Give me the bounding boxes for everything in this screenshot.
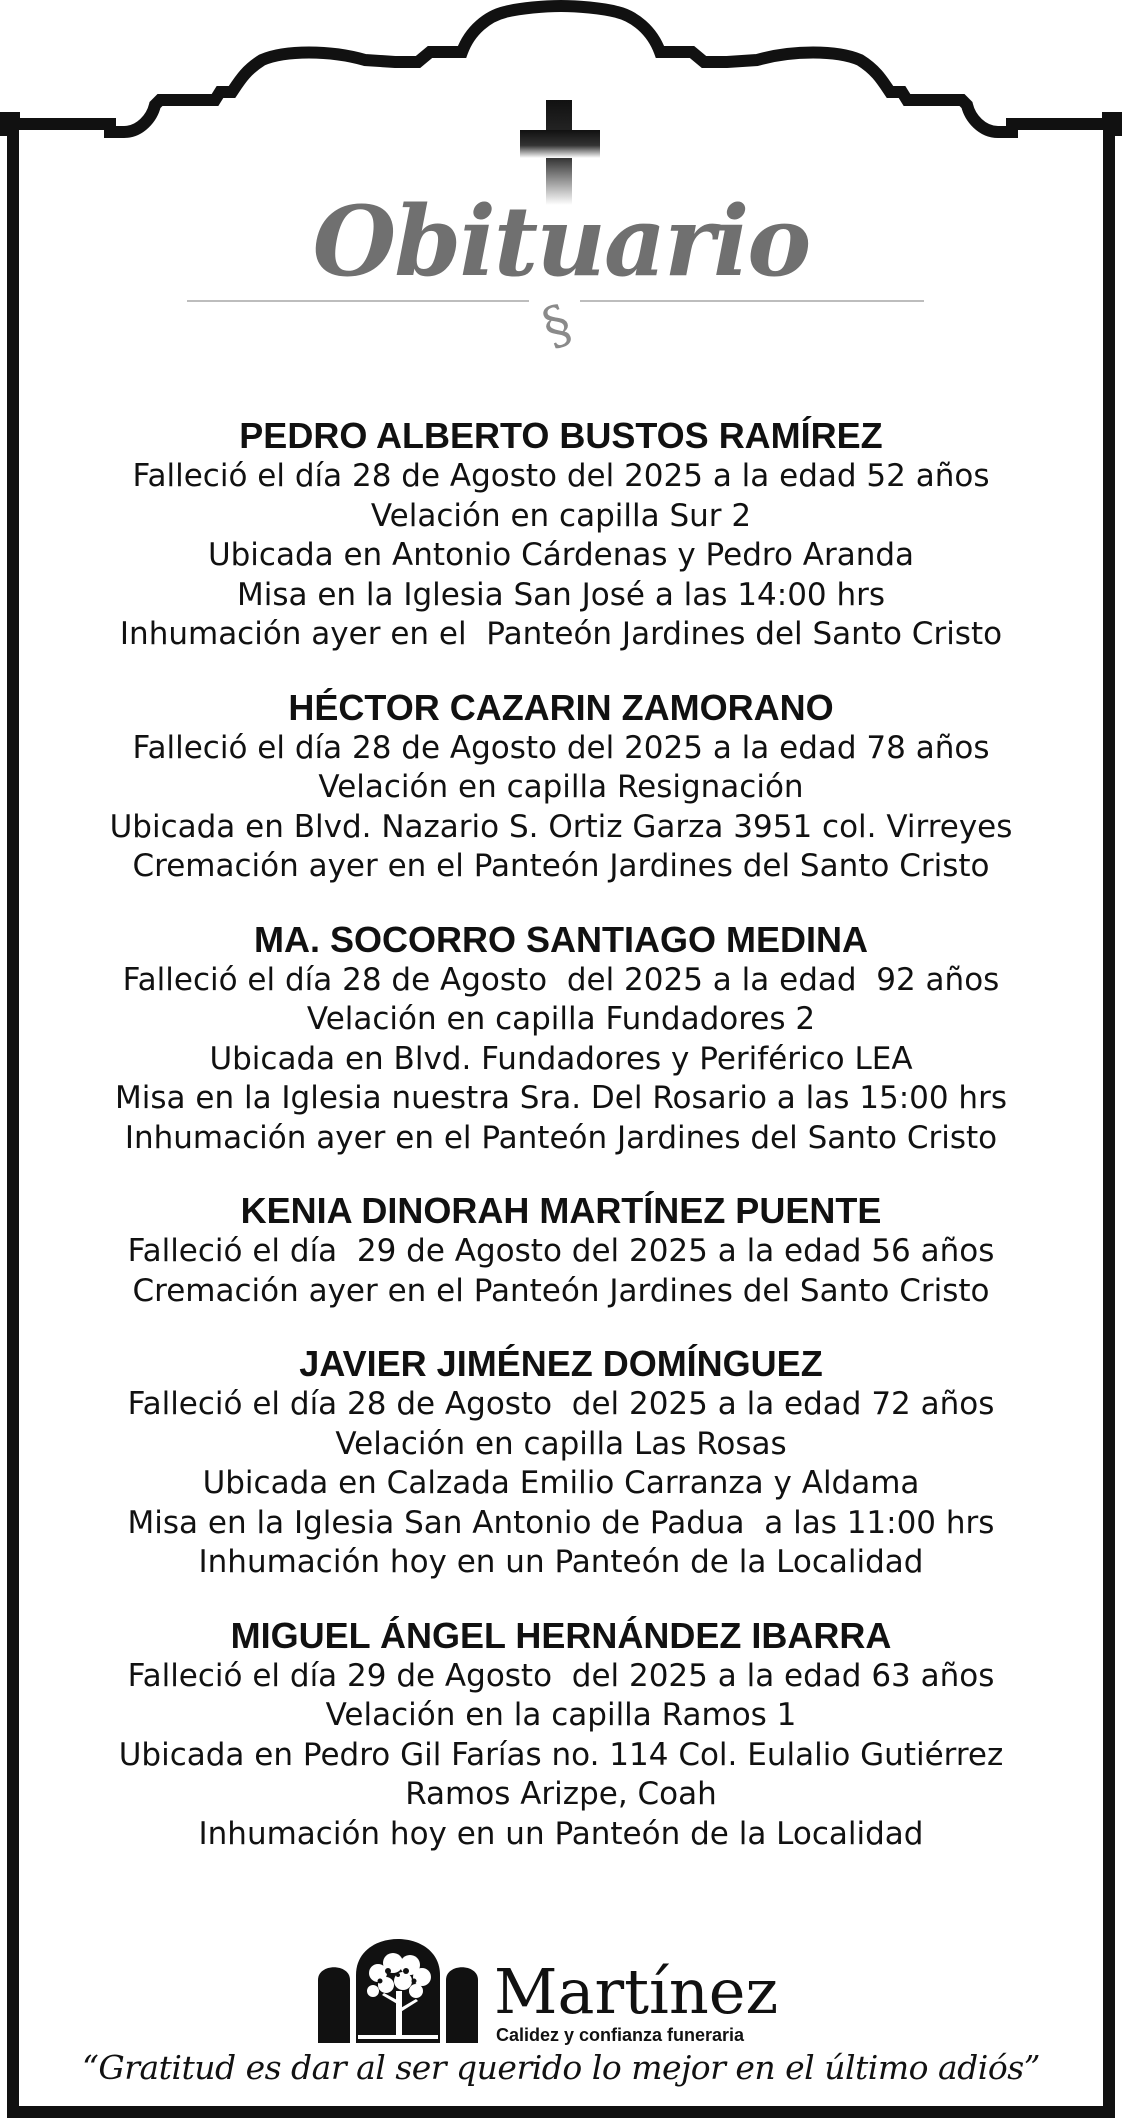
obituary-entry (40, 1190, 1082, 1311)
entry-line: Cremación ayer en el Panteón Jardines del Santo Cristo (132, 848, 990, 884)
obituary-entry (40, 415, 1082, 655)
entry-line: Ubicada en Blvd. Nazario S. Ortiz Garza 3951 col. Virreyes (109, 808, 1013, 845)
entry-line: Velación en capilla Las Rosas (335, 1425, 787, 1462)
footer-quote: “Gratitud es dar al ser querido lo mejor en el último adiós” (81, 2048, 1041, 2087)
entry-line: Ubicada en Pedro Gil Farías no. 114 Col. Eulalio Gutiérrez (118, 1736, 1004, 1773)
entry-line: Misa en la Iglesia San Antonio de Padua a las 11:00 hrs (127, 1504, 995, 1541)
entry-line: Velación en capilla Resignación (318, 769, 804, 805)
entry-line: Ubicada en Blvd. Fundadores y Periférico LEA (209, 1040, 913, 1077)
entry-line: Inhumación ayer en el Panteón Jardines del Santo Cristo (119, 616, 1003, 652)
obituary-entry (40, 687, 1082, 887)
entry-line: Misa en la Iglesia San José a las 14:00 hrs (236, 576, 886, 613)
deceased-name: HÉCTOR CAZARIN ZAMORANO (288, 686, 834, 728)
obituary-entry (40, 1615, 1082, 1855)
entry-line: Falleció el día 29 de Agosto del 2025 a la edad 63 años (127, 1657, 995, 1694)
deceased-name: MIGUEL ÁNGEL HERNÁNDEZ IBARRA (230, 1614, 892, 1656)
entry-line: Cremación ayer en el Panteón Jardines del Santo Cristo (132, 1272, 990, 1309)
deceased-name: KENIA DINORAH MARTÍNEZ PUENTE (240, 1190, 882, 1231)
entry-line: Velación en capilla Sur 2 (370, 497, 752, 534)
chapel-tree-icon (318, 1925, 488, 2050)
funeral-home-logo (318, 1925, 838, 2050)
entry-line: Ubicada en Calzada Emilio Carranza y Aldama (202, 1465, 920, 1501)
deceased-name: PEDRO ALBERTO BUSTOS RAMÍREZ (239, 415, 883, 456)
divider-left (187, 300, 529, 302)
page-title: Obituario (312, 185, 810, 298)
entry-line: Inhumación hoy en un Panteón de la Localidad (198, 1544, 924, 1580)
divider-right (580, 300, 924, 302)
obituary-list (40, 415, 1082, 1886)
entry-line: Misa en la Iglesia nuestra Sra. Del Rosario a las 15:00 hrs (115, 1080, 1007, 1116)
funeral-home-name: Martínez (494, 1955, 779, 2028)
entry-line: Ramos Arizpe, Coah (405, 1776, 717, 1812)
funeral-home-tagline: Calidez y confianza funeraria (496, 2025, 745, 2045)
deceased-name: JAVIER JIMÉNEZ DOMÍNGUEZ (299, 1343, 823, 1384)
obituary-entry (40, 919, 1082, 1159)
entry-line: Velación en la capilla Ramos 1 (325, 1697, 797, 1733)
entry-line: Velación en capilla Fundadores 2 (306, 1001, 816, 1037)
entry-line: Falleció el día 28 de Agosto del 2025 a la edad 52 años (132, 458, 990, 494)
deceased-name: MA. SOCORRO SANTIAGO MEDINA (253, 918, 868, 960)
entry-line: Ubicada en Antonio Cárdenas y Pedro Aranda (207, 537, 915, 573)
entry-line: Falleció el día 28 de Agosto del 2025 a la edad 92 años (122, 961, 1000, 998)
entry-line: Falleció el día 28 de Agosto del 2025 a la edad 72 años (127, 1386, 995, 1422)
entry-line: Falleció el día 28 de Agosto del 2025 a la edad 78 años (132, 729, 990, 766)
entry-line: Inhumación hoy en un Panteón de la Localidad (198, 1815, 924, 1852)
entry-line: Falleció el día 29 de Agosto del 2025 a la edad 56 años (127, 1233, 995, 1269)
ornament-icon: § (534, 293, 580, 359)
obituary-entry (40, 1343, 1082, 1583)
entry-line: Inhumación ayer en el Panteón Jardines del Santo Cristo (124, 1119, 998, 1156)
